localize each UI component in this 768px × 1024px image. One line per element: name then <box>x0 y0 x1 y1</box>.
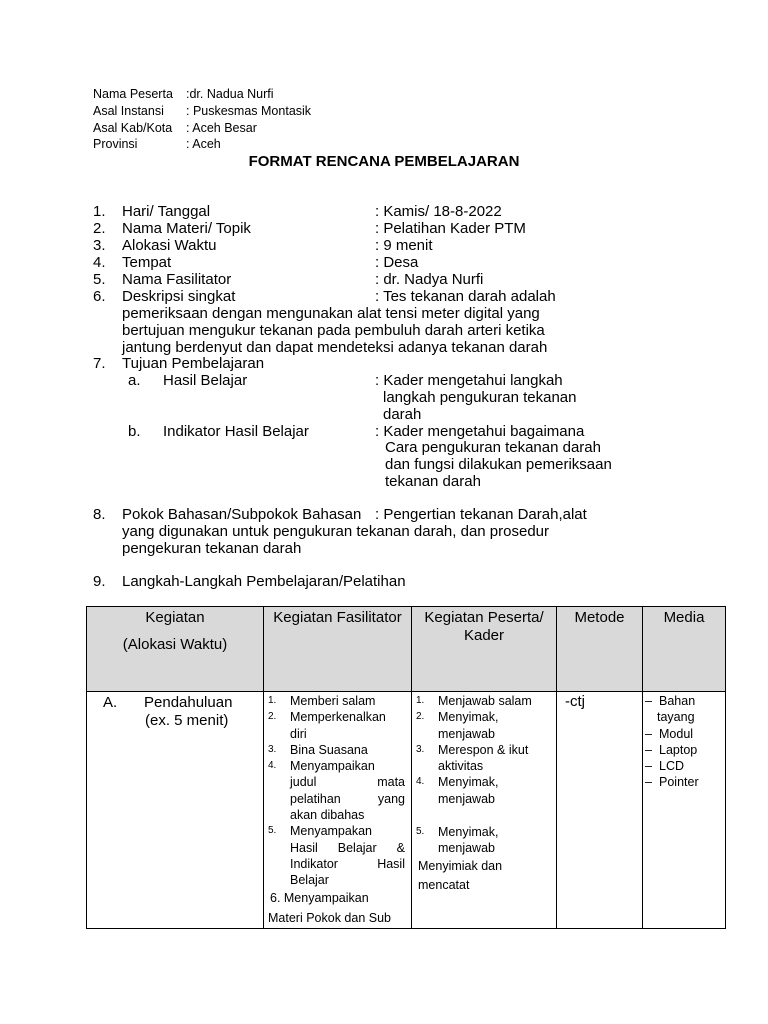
label-nama-peserta: Nama Peserta <box>93 87 173 101</box>
list-item: 4. Menyimak, menjawab <box>416 775 499 806</box>
item-value: : 9 menit <box>375 237 433 254</box>
header-kegiatan-fasilitator: Kegiatan Fasilitator <box>264 607 412 692</box>
item-number: 2. <box>93 220 106 237</box>
item-value: : Pelatihan Kader PTM <box>375 220 526 237</box>
sub-letter: a. <box>128 372 141 389</box>
item-value-line: pengekuran tekanan darah <box>122 540 302 557</box>
item-label: Alokasi Waktu <box>122 237 217 254</box>
cell-media <box>643 692 726 929</box>
item-number: 7. <box>93 355 106 372</box>
item-label: Pokok Bahasan/Subpokok Bahasan <box>122 506 362 523</box>
header-media: Media <box>643 607 726 692</box>
list-item-continuation: tayang <box>657 710 695 725</box>
item-number: 9. <box>93 573 106 590</box>
list-item: 3. Bina Suasana <box>268 742 368 757</box>
list-item: – Bahan <box>645 694 696 708</box>
list-item: mencatat <box>418 877 470 892</box>
item-label: Tempat <box>122 254 172 271</box>
sub-value-line: dan fungsi dilakukan pemeriksaan <box>385 456 612 473</box>
row-time: (ex. 5 menit) <box>145 712 229 729</box>
sub-value-line: Cara pengukuran tekanan darah <box>385 439 601 456</box>
item-label: Tujuan Pembelajaran <box>122 355 265 372</box>
label-asal-kab: Asal Kab/Kota <box>93 121 173 135</box>
cell-peserta <box>412 692 557 929</box>
header-metode: Metode <box>557 607 643 692</box>
sub-label: Indikator Hasil Belajar <box>163 423 309 440</box>
list-item: – Laptop <box>645 742 698 757</box>
item-value-line: yang digunakan untuk pengukuran tekanan darah, dan prosedur <box>122 523 549 540</box>
cell-kegiatan <box>87 692 264 929</box>
list-item: 2. Menyimak, menjawab <box>416 710 499 741</box>
item-number: 5. <box>93 271 106 288</box>
item-value: : Tes tekanan darah adalah <box>375 288 556 305</box>
label-asal-instansi: Asal Instansi <box>93 104 164 118</box>
item-number: 1. <box>93 203 106 220</box>
metode-value: -ctj <box>565 693 585 710</box>
item-label: Nama Materi/ Topik <box>122 220 251 237</box>
sub-label: Hasil Belajar <box>163 372 248 389</box>
list-item: 6. Menyampaikan <box>270 890 369 905</box>
list-item: Menyimiak dan <box>418 858 503 873</box>
deskripsi-line: jantung berdenyut dan dapat mendeteksi adanya tekanan darah <box>122 339 548 356</box>
row-phase: Pendahuluan <box>144 694 233 711</box>
sub-value-line: langkah pengukuran tekanan <box>383 389 577 406</box>
list-item: 4. Menyampaikan judul mata pelatihan yang akan dibahas <box>268 759 405 823</box>
list-item: 3. Merespon & ikut aktivitas <box>416 742 529 774</box>
header-kegiatan: Kegiatan (Alokasi Waktu) <box>87 607 264 692</box>
value-asal-instansi: : Puskesmas Montasik <box>186 104 312 118</box>
list-item: Materi Pokok dan Sub <box>268 910 391 925</box>
deskripsi-line: pemeriksaan dengan mengunakan alat tensi meter digital yang <box>122 305 540 322</box>
list-item: 1. Menjawab salam <box>416 694 532 708</box>
item-label: Nama Fasilitator <box>122 271 232 288</box>
list-item: – Modul <box>645 726 694 741</box>
sub-value-line: tekanan darah <box>385 473 481 490</box>
sub-value-line: : Kader mengetahui langkah <box>375 372 563 389</box>
item-label: Langkah-Langkah Pembelajaran/Pelatihan <box>122 573 406 590</box>
item-number: 6. <box>93 288 106 305</box>
item-value: : dr. Nadya Nurfi <box>375 271 484 288</box>
deskripsi-line: bertujuan mengukur tekanan pada pembuluh darah arteri ketika <box>122 322 545 339</box>
row-letter: A. <box>103 694 118 711</box>
value-provinsi: : Aceh <box>186 137 221 151</box>
list-item: 2. Memperkenalkan diri <box>268 710 386 741</box>
learning-steps-table <box>86 606 726 929</box>
item-value: : Pengertian tekanan Darah,alat <box>375 506 587 523</box>
item-value: : Kamis/ 18-8-2022 <box>375 203 502 220</box>
item-label: Deskripsi singkat <box>122 288 236 305</box>
label-provinsi: Provinsi <box>93 137 138 151</box>
value-asal-kab: : Aceh Besar <box>186 121 257 135</box>
page-title: FORMAT RENCANA PEMBELAJARAN <box>248 153 520 170</box>
sub-value-line: darah <box>383 406 422 423</box>
list-item: 1. Memberi salam <box>268 694 376 708</box>
item-number: 4. <box>93 254 106 271</box>
list-item: – Pointer <box>645 775 699 790</box>
table-row <box>87 692 726 929</box>
item-value: : Desa <box>375 254 419 271</box>
list-item: 5. Menyimak, menjawab <box>416 825 499 856</box>
value-nama-peserta: :dr. Nadua Nurfi <box>186 87 274 101</box>
cell-fasilitator <box>264 692 412 929</box>
sub-value-line: : Kader mengetahui bagaimana <box>375 423 585 440</box>
header-kegiatan-peserta: Kegiatan Peserta/ Kader <box>412 607 557 692</box>
list-item: 5. Menyampakan Hasil Belajar & Indikator Hasil Belajar <box>268 824 405 888</box>
table-header-row <box>87 607 726 692</box>
list-item: – LCD <box>645 759 685 774</box>
item-number: 8. <box>93 506 106 523</box>
sub-letter: b. <box>128 423 141 440</box>
item-number: 3. <box>93 237 106 254</box>
item-label: Hari/ Tanggal <box>122 203 211 220</box>
cell-metode <box>557 692 643 929</box>
